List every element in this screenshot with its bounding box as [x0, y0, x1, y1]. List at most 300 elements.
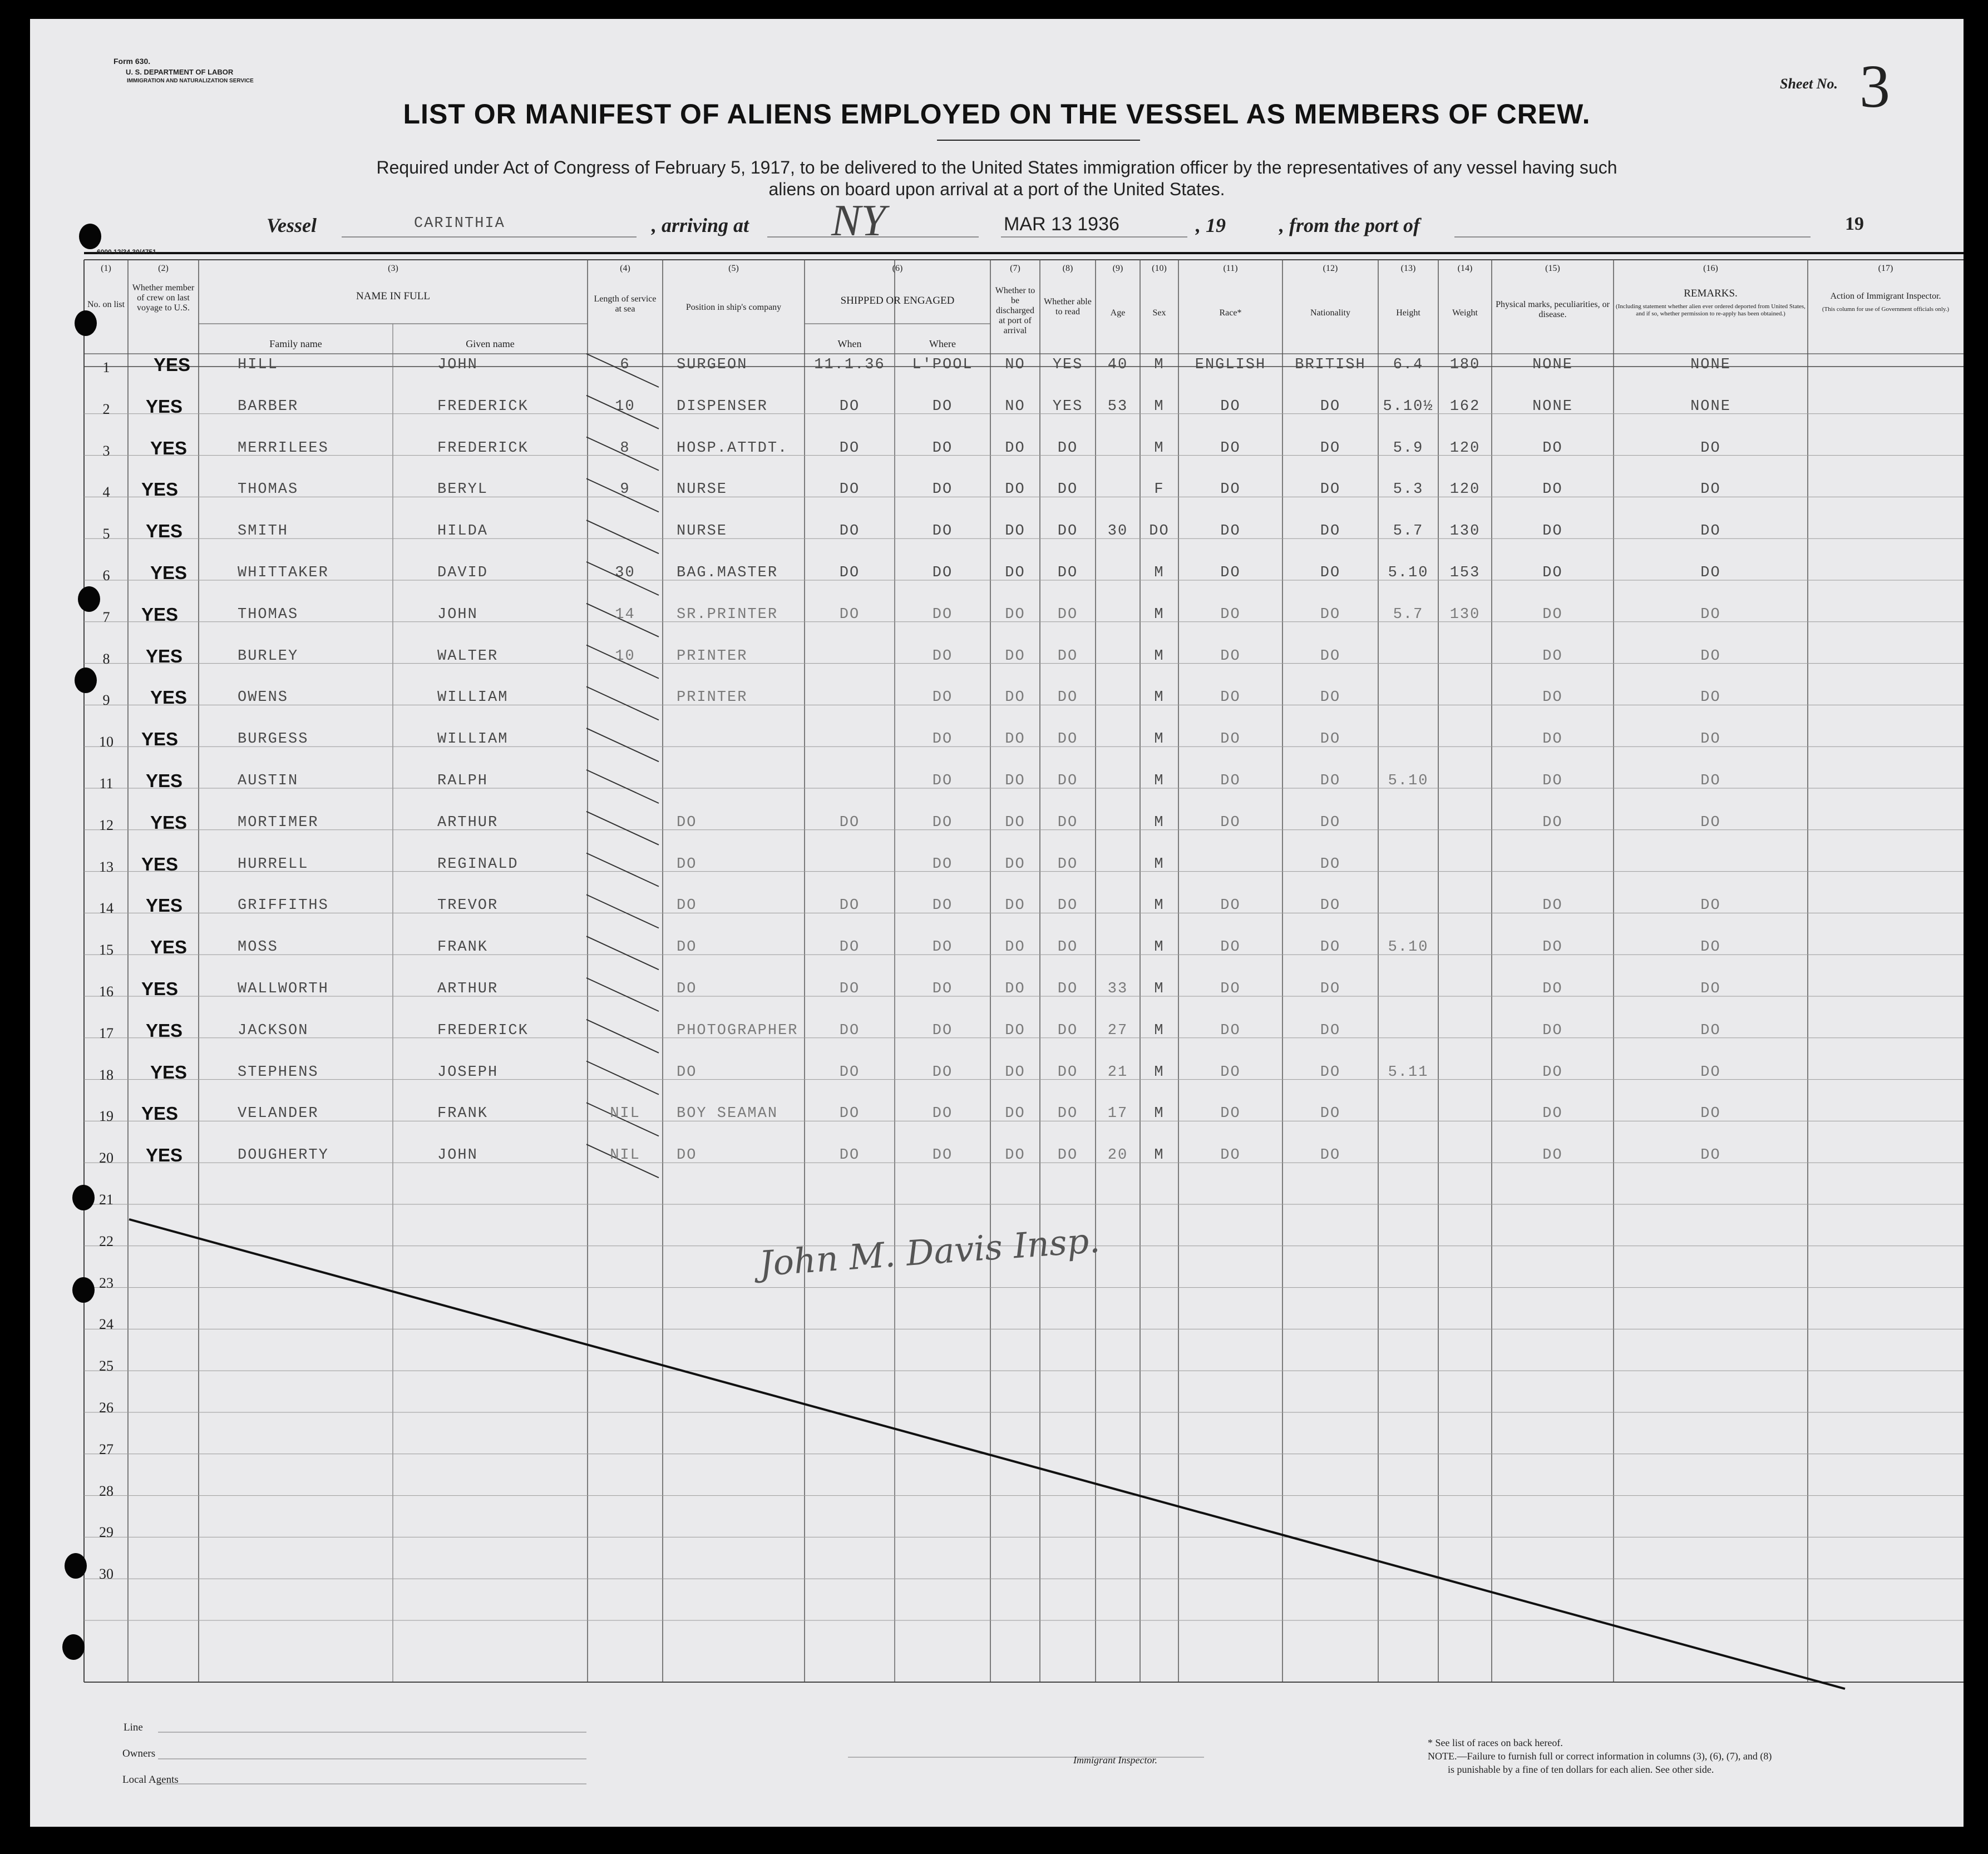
line-label: Line: [124, 1722, 143, 1733]
year-prefix: , 19: [1196, 214, 1226, 236]
column-number: (5): [728, 264, 739, 273]
punch-hole: [79, 224, 101, 249]
cell-discharged: DO: [1005, 981, 1025, 997]
cell-discharged: NO: [1005, 357, 1025, 373]
cell-position: NURSE: [677, 481, 728, 498]
cell-given: FREDERICK: [437, 1022, 529, 1039]
column-header-note: (Including statement whether alien ever ordered deported from United States, and if so, whether permission to re-apply has been obtained.): [1616, 303, 1806, 317]
cell-where: DO: [932, 398, 953, 415]
cell-nationality: BRITISH: [1295, 357, 1366, 373]
cell-sex: M: [1154, 689, 1165, 706]
column-header-label: NAME IN FULL: [356, 290, 430, 302]
cell-remarks: DO: [1700, 1147, 1721, 1164]
cell-where: DO: [932, 981, 953, 997]
cell-race: DO: [1220, 689, 1241, 706]
cell-discharged: DO: [1005, 1105, 1025, 1123]
cell-given: FRANK: [437, 939, 489, 956]
column-number: (7): [1010, 264, 1020, 273]
immigrant-inspector-label: Immigrant Inspector.: [1073, 1754, 1157, 1766]
cell-when: DO: [839, 981, 860, 997]
cell-family: GRIFFITHS: [238, 897, 329, 914]
cell-position: DO: [677, 897, 697, 914]
cell-discharged: DO: [1005, 1147, 1025, 1164]
cell-family: MOSS: [238, 939, 278, 956]
cell-family: THOMAS: [238, 606, 299, 623]
cell-family: BURGESS: [238, 731, 309, 748]
column-header-label: Nationality: [1310, 308, 1350, 318]
cell-position: PHOTOGRAPHER: [677, 1022, 798, 1039]
row-number: 24: [99, 1316, 114, 1333]
cell-position: DISPENSER: [677, 398, 768, 415]
column-number: (8): [1062, 264, 1073, 273]
column-subheader-when: When: [837, 338, 862, 349]
cell-where: DO: [932, 523, 953, 540]
arriving-port: NY: [831, 196, 886, 245]
cell-read: DO: [1057, 1064, 1078, 1081]
cell-given: FRANK: [437, 1105, 489, 1123]
cell-family: AUSTIN: [238, 773, 299, 789]
cell-height: 5.7: [1393, 606, 1424, 623]
cell-when: DO: [839, 1022, 860, 1039]
cell-marks: DO: [1542, 565, 1563, 581]
cell-age: 40: [1107, 357, 1128, 373]
crew-member-stamp: YES: [150, 1061, 188, 1082]
cell-race: DO: [1220, 939, 1241, 956]
service-label: IMMIGRATION AND NATURALIZATION SERVICE: [127, 78, 254, 84]
cell-discharged: DO: [1005, 731, 1025, 748]
cell-when: DO: [839, 398, 860, 415]
cell-discharged: DO: [1005, 773, 1025, 789]
tally-mark: [586, 1020, 659, 1053]
column-subheader-family: Family name: [269, 338, 322, 349]
cell-position: DO: [677, 1064, 697, 1081]
cell-remarks: NONE: [1690, 398, 1731, 415]
cell-family: HURRELL: [238, 856, 309, 873]
row-number: 23: [99, 1274, 114, 1291]
cell-discharged: DO: [1005, 856, 1025, 873]
cell-position: DO: [677, 1147, 697, 1164]
cell-discharged: DO: [1005, 939, 1025, 956]
crew-member-stamp: YES: [146, 645, 183, 666]
row-number: 18: [99, 1066, 114, 1083]
cell-family: BARBER: [238, 398, 299, 415]
tally-mark: [586, 686, 659, 720]
cell-family: WHITTAKER: [238, 565, 329, 581]
date-stamp: MAR 13 1936: [1004, 214, 1119, 235]
cell-where: DO: [932, 856, 953, 873]
cell-sex: M: [1154, 1022, 1165, 1039]
cell-given: WALTER: [437, 647, 499, 665]
crew-member-stamp: YES: [141, 604, 179, 625]
cell-where: DO: [932, 773, 953, 789]
cell-nationality: DO: [1320, 731, 1341, 748]
cell-discharged: DO: [1005, 606, 1025, 623]
cell-nationality: DO: [1320, 897, 1341, 914]
row-number: 27: [99, 1441, 114, 1457]
cell-when: DO: [839, 523, 860, 540]
cell-age: 21: [1107, 1064, 1128, 1081]
cell-discharged: DO: [1005, 439, 1025, 457]
row-number: 6: [102, 567, 110, 584]
column-header-label: Physical marks, peculiarities, or disease.: [1496, 300, 1610, 319]
column-number: (3): [388, 264, 398, 273]
cell-nationality: DO: [1320, 1064, 1341, 1081]
cell-when: DO: [839, 606, 860, 623]
subtitle-line-1: Required under Act of Congress of February 5, 1917, to be delivered to the United States immigration officer by the representatives of any vessel having such: [376, 157, 1617, 177]
cell-sex: M: [1154, 814, 1165, 831]
cell-sex: M: [1154, 1105, 1165, 1123]
row-number: 30: [99, 1566, 114, 1583]
cell-where: DO: [932, 897, 953, 914]
cell-read: YES: [1052, 398, 1083, 415]
penalty-note-2: is punishable by a fine of ten dollars for each alien. See other side.: [1448, 1764, 1714, 1775]
cell-discharged: DO: [1005, 689, 1025, 706]
cell-where: DO: [932, 814, 953, 831]
cell-weight: 130: [1449, 523, 1481, 540]
year-right: 19: [1845, 214, 1864, 234]
cell-sex: M: [1154, 1064, 1165, 1081]
cell-service: 6: [620, 357, 630, 373]
department-label: U. S. DEPARTMENT OF LABOR: [126, 68, 234, 76]
cell-sex: M: [1154, 606, 1165, 623]
cell-read: DO: [1057, 689, 1078, 706]
cell-given: ARTHUR: [437, 981, 499, 997]
tally-mark: [586, 894, 659, 928]
row-number: 22: [99, 1233, 114, 1249]
punch-hole: [72, 1185, 95, 1210]
cell-read: DO: [1057, 565, 1078, 581]
cell-weight: 162: [1449, 398, 1481, 415]
crew-member-stamp: YES: [141, 853, 179, 874]
column-header-label: Whether able to read: [1044, 297, 1092, 317]
cell-race: DO: [1220, 814, 1241, 831]
cell-position: SR.PRINTER: [677, 606, 778, 623]
cell-family: JACKSON: [238, 1022, 309, 1039]
tally-mark: [586, 812, 659, 845]
cell-service: NIL: [610, 1147, 640, 1164]
cell-race: ENGLISH: [1195, 357, 1266, 373]
column-header-label: Height: [1396, 308, 1420, 318]
cell-remarks: DO: [1700, 647, 1721, 665]
cell-marks: DO: [1542, 814, 1563, 831]
cell-remarks: DO: [1700, 773, 1721, 789]
cell-position: PRINTER: [677, 689, 748, 706]
cell-nationality: DO: [1320, 606, 1341, 623]
row-number: 17: [99, 1025, 114, 1041]
tally-mark: [586, 1061, 659, 1095]
cell-where: DO: [932, 565, 953, 581]
crew-member-stamp: YES: [146, 770, 183, 791]
cell-remarks: DO: [1700, 1064, 1721, 1081]
row-number: 29: [99, 1524, 114, 1541]
cell-where: DO: [932, 731, 953, 748]
row-number: 2: [102, 401, 110, 417]
crew-member-stamp: YES: [154, 354, 191, 375]
column-number: (1): [101, 264, 111, 273]
cell-sex: M: [1154, 565, 1165, 581]
cell-where: DO: [932, 939, 953, 956]
row-number: 5: [102, 526, 110, 542]
cell-given: JOHN: [437, 606, 478, 623]
cell-nationality: DO: [1320, 523, 1341, 540]
crew-member-stamp: YES: [141, 729, 179, 750]
row-number: 25: [99, 1358, 114, 1375]
cell-marks: DO: [1542, 606, 1563, 623]
cell-weight: 180: [1449, 357, 1481, 373]
crew-member-stamp: YES: [141, 978, 179, 999]
cell-height: 5.7: [1393, 523, 1424, 540]
cell-service: 10: [615, 647, 635, 665]
cell-position: DO: [677, 981, 697, 997]
cell-race: DO: [1220, 398, 1241, 415]
crew-member-stamp: YES: [146, 521, 183, 542]
punch-hole: [75, 668, 97, 693]
row-number: 1: [102, 359, 110, 375]
cell-age: 33: [1107, 981, 1128, 997]
cell-read: YES: [1052, 357, 1083, 373]
crew-member-stamp: YES: [150, 687, 188, 708]
column-subheader-given: Given name: [466, 338, 515, 349]
cell-nationality: DO: [1320, 398, 1341, 415]
cell-family: MERRILEES: [238, 439, 329, 457]
column-header-label: Whether member of crew on last voyage to U.S.: [132, 283, 195, 313]
cell-given: HILDA: [437, 523, 489, 540]
cell-read: DO: [1057, 731, 1078, 748]
cell-family: BURLEY: [238, 647, 299, 665]
cell-marks: DO: [1542, 1147, 1563, 1164]
cell-sex: M: [1154, 856, 1165, 873]
crew-member-stamp: YES: [141, 479, 179, 500]
cell-when: DO: [839, 1105, 860, 1123]
column-header-note: (This column for use of Government officials only.): [1822, 306, 1950, 313]
cell-family: VELANDER: [238, 1105, 319, 1123]
cell-remarks: DO: [1700, 1022, 1721, 1039]
cell-marks: DO: [1542, 439, 1563, 457]
cell-race: DO: [1220, 1022, 1241, 1039]
cell-remarks: DO: [1700, 981, 1721, 997]
cell-family: DOUGHERTY: [238, 1147, 329, 1164]
cell-given: JOHN: [437, 357, 478, 373]
cell-race: DO: [1220, 773, 1241, 789]
row-number: 13: [99, 858, 114, 875]
from-port-label: , from the port of: [1279, 214, 1420, 236]
cell-race: DO: [1220, 1064, 1241, 1081]
cell-discharged: NO: [1005, 398, 1025, 415]
row-number: 14: [99, 900, 114, 917]
cell-when: DO: [839, 897, 860, 914]
cell-read: DO: [1057, 773, 1078, 789]
cell-where: DO: [932, 1022, 953, 1039]
row-number: 12: [99, 817, 114, 833]
cell-sex: F: [1154, 481, 1165, 498]
cell-read: DO: [1057, 481, 1078, 498]
cell-marks: DO: [1542, 1064, 1563, 1081]
cell-position: SURGEON: [677, 357, 748, 373]
cell-family: HILL: [238, 357, 278, 373]
cell-weight: 120: [1449, 439, 1481, 457]
cell-nationality: DO: [1320, 1105, 1341, 1123]
cell-family: WALLWORTH: [238, 981, 329, 997]
manifest-sheet: [30, 19, 1964, 1827]
cell-remarks: DO: [1700, 897, 1721, 914]
cell-read: DO: [1057, 1147, 1078, 1164]
row-number: 8: [102, 650, 110, 667]
tally-mark: [586, 770, 659, 803]
column-number: (13): [1400, 264, 1416, 273]
cell-family: THOMAS: [238, 481, 299, 498]
cell-discharged: DO: [1005, 897, 1025, 914]
column-header-label: SHIPPED OR ENGAGED: [840, 295, 955, 306]
cell-read: DO: [1057, 439, 1078, 457]
cell-given: ARTHUR: [437, 814, 499, 831]
cell-height: 5.10: [1388, 565, 1429, 581]
cell-remarks: DO: [1700, 481, 1721, 498]
cell-where: DO: [932, 1105, 953, 1123]
row-number: 26: [99, 1400, 114, 1416]
cell-given: REGINALD: [437, 856, 519, 873]
vessel-name: CARINTHIA: [414, 215, 505, 232]
cell-when: DO: [839, 1064, 860, 1081]
cell-race: DO: [1220, 897, 1241, 914]
crew-member-stamp: YES: [150, 937, 188, 958]
cell-family: OWENS: [238, 689, 289, 706]
cell-age: 30: [1107, 523, 1128, 540]
cell-marks: DO: [1542, 1022, 1563, 1039]
cell-service: 9: [620, 481, 630, 498]
cell-where: DO: [932, 606, 953, 623]
punch-hole: [65, 1553, 87, 1579]
cell-remarks: DO: [1700, 606, 1721, 623]
cell-marks: DO: [1542, 773, 1563, 789]
cell-marks: NONE: [1532, 398, 1573, 415]
cell-nationality: DO: [1320, 981, 1341, 997]
row-number: 16: [99, 983, 114, 1000]
vessel-label: Vessel: [267, 214, 317, 236]
cell-when: DO: [839, 439, 860, 457]
cell-where: DO: [932, 647, 953, 665]
sheet-label: Sheet No.: [1780, 76, 1838, 92]
column-header-label: Length of service at sea: [594, 294, 657, 314]
punch-hole: [75, 310, 97, 336]
cell-height: 5.10: [1388, 773, 1429, 789]
crew-member-stamp: YES: [150, 812, 188, 833]
cell-weight: 120: [1449, 481, 1481, 498]
crew-member-stamp: YES: [150, 562, 188, 583]
column-number: (16): [1703, 264, 1718, 273]
row-number: 3: [102, 442, 110, 459]
cell-position: DO: [677, 814, 697, 831]
cell-position: BAG.MASTER: [677, 565, 778, 581]
cell-sex: M: [1154, 398, 1165, 415]
row-number: 15: [99, 942, 114, 958]
tally-mark: [586, 978, 659, 1011]
penalty-note-1: NOTE.—Failure to furnish full or correct information in columns (3), (6), (7), and (8): [1428, 1751, 1772, 1762]
cell-height: 5.3: [1393, 481, 1424, 498]
cell-given: FREDERICK: [437, 398, 529, 415]
cell-remarks: DO: [1700, 939, 1721, 956]
column-number: (10): [1152, 264, 1167, 273]
cell-position: NURSE: [677, 523, 728, 540]
cell-family: SMITH: [238, 523, 289, 540]
column-number: (4): [620, 264, 630, 273]
cell-read: DO: [1057, 1105, 1078, 1123]
row-number: 21: [99, 1191, 114, 1208]
cell-remarks: DO: [1700, 814, 1721, 831]
cell-discharged: DO: [1005, 523, 1025, 540]
cell-sex: M: [1154, 1147, 1165, 1164]
crew-member-stamp: YES: [146, 1145, 183, 1166]
crew-member-stamp: YES: [150, 437, 188, 458]
row-number: 11: [99, 775, 114, 792]
cell-given: BERYL: [437, 481, 489, 498]
cell-read: DO: [1057, 939, 1078, 956]
cell-marks: DO: [1542, 731, 1563, 748]
cell-given: FREDERICK: [437, 439, 529, 457]
cell-weight: 153: [1449, 565, 1481, 581]
cell-position: DO: [677, 939, 697, 956]
cell-where: DO: [932, 689, 953, 706]
column-number: (12): [1323, 264, 1338, 273]
sheet-number: 3: [1859, 52, 1890, 120]
cell-position: HOSP.ATTDT.: [677, 439, 788, 457]
cell-nationality: DO: [1320, 647, 1341, 665]
cell-read: DO: [1057, 523, 1078, 540]
cell-where: DO: [932, 1147, 953, 1164]
race-note: * See list of races on back hereof.: [1428, 1737, 1563, 1748]
cell-marks: DO: [1542, 689, 1563, 706]
cell-sex: M: [1154, 981, 1165, 997]
cell-marks: DO: [1542, 1105, 1563, 1123]
column-number: (14): [1457, 264, 1473, 273]
cell-service: NIL: [610, 1105, 640, 1123]
tally-mark: [586, 520, 659, 553]
cell-discharged: DO: [1005, 565, 1025, 581]
cell-race: DO: [1220, 1105, 1241, 1123]
cell-height: 5.10½: [1383, 398, 1434, 415]
column-number: (6): [892, 264, 903, 273]
cell-remarks: DO: [1700, 439, 1721, 457]
cell-when: DO: [839, 939, 860, 956]
cell-sex: M: [1154, 647, 1165, 665]
column-header-label: Weight: [1452, 308, 1478, 318]
print-code: 6000 12/34 30/4751: [97, 248, 156, 256]
cell-nationality: DO: [1320, 1147, 1341, 1164]
cell-marks: DO: [1542, 523, 1563, 540]
cell-read: DO: [1057, 981, 1078, 997]
cell-sex: M: [1154, 731, 1165, 748]
cell-discharged: DO: [1005, 1022, 1025, 1039]
cell-read: DO: [1057, 1022, 1078, 1039]
arriving-label: , arriving at: [652, 214, 749, 236]
column-header-label: Race*: [1219, 308, 1242, 318]
owners-label: Owners: [122, 1748, 156, 1759]
crew-member-stamp: YES: [146, 895, 183, 916]
cell-given: RALPH: [437, 773, 489, 789]
cell-discharged: DO: [1005, 1064, 1025, 1081]
punch-hole: [78, 586, 100, 612]
cell-where: DO: [932, 1064, 953, 1081]
cell-weight: 130: [1449, 606, 1481, 623]
column-header-label: Action of Immigrant Inspector.: [1830, 291, 1941, 301]
cell-family: MORTIMER: [238, 814, 319, 831]
cell-marks: DO: [1542, 897, 1563, 914]
cell-nationality: DO: [1320, 856, 1341, 873]
punch-hole: [62, 1634, 85, 1660]
cell-nationality: DO: [1320, 481, 1341, 498]
cell-remarks: DO: [1700, 565, 1721, 581]
page-title: LIST OR MANIFEST OF ALIENS EMPLOYED ON THE VESSEL AS MEMBERS OF CREW.: [403, 98, 1591, 130]
cell-race: DO: [1220, 481, 1241, 498]
